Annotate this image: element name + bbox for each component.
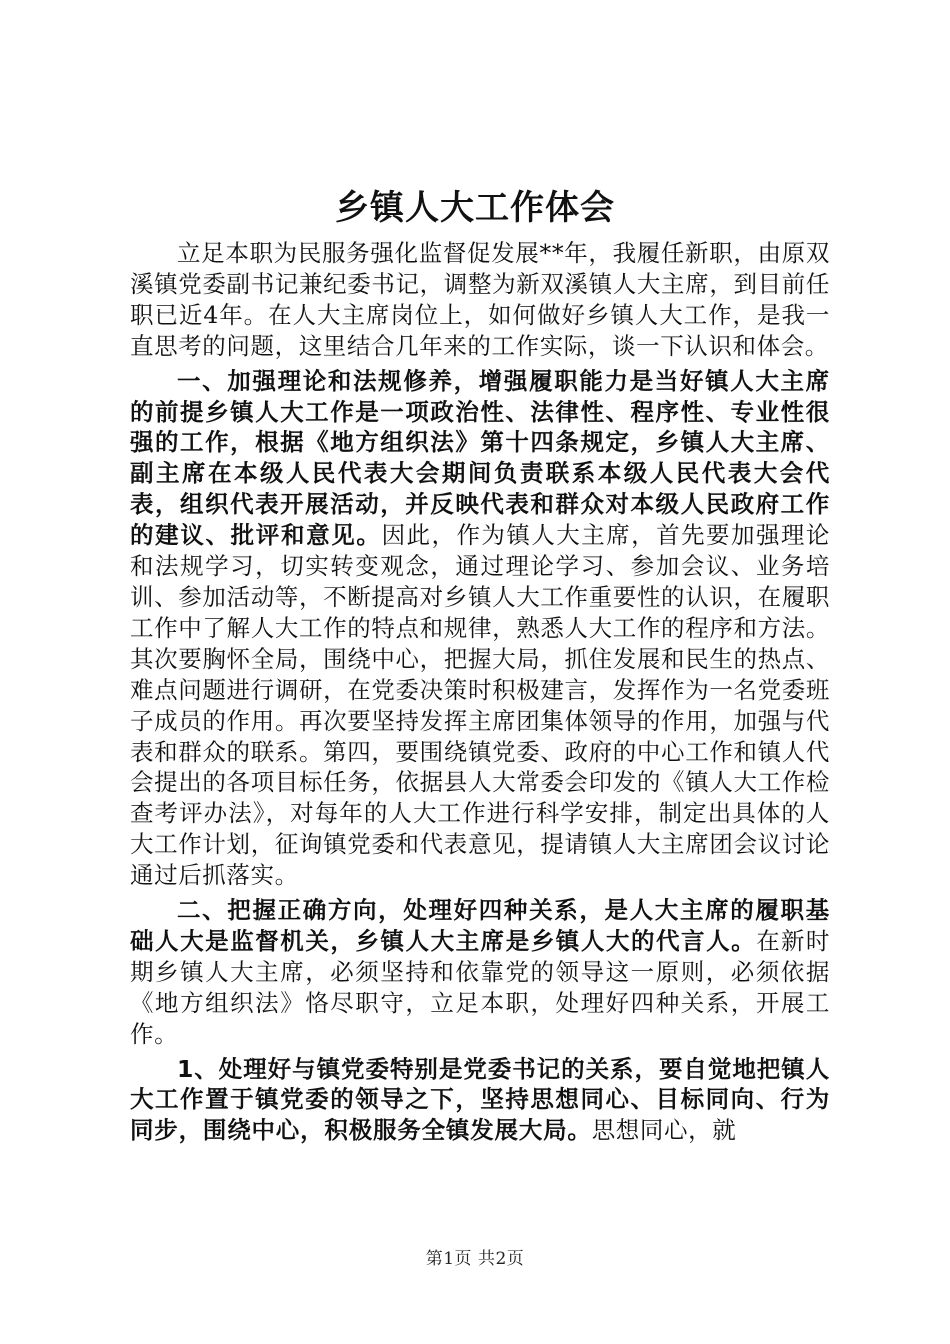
subsection-1-heading: 1、处理好与镇党委特别是党委书记的关系，要自觉地把镇人大工作置于镇党委的领导之下，坚持思想同心、目标同向、行为同步，围绕中心，积极服务全镇发展大局。 xyxy=(130,1054,830,1145)
document-body xyxy=(130,238,830,1146)
section-1-text: 因此，作为镇人大主席，首先要加强理论和法规学习，切实转变观念，通过理论学习、参加会议、业务培训、参加活动等，不断提高对乡镇人大工作重要性的认识，在履职工作中了解人大工作的特点和规律，熟悉人大工作的程序和方法。其次要胸怀全局，围绕中心，把握大局，抓住发展和民生的热点、难点问题进行调研，在党委决策时积极建言，发挥作为一名党委班子成员的作用。再次要坚持发挥主席团集体领导的作用，加强与代表和群众的联系。第四，要围绕镇党委、政府的中心工作和镇人代会提出的各项目标任务，依据县人大常委会印发的《镇人大工作检查考评办法》，对每年的人大工作进行科学安排，制定出具体的人大工作计划，征询镇党委和代表意见，提请镇人大主席团会议讨论通过后抓落实。 xyxy=(130,521,830,890)
paragraph-section-2 xyxy=(130,895,830,1050)
subsection-1-text: 思想同心，就 xyxy=(591,1116,737,1145)
document-title: 乡镇人大工作体会 xyxy=(335,188,615,228)
section-2-heading: 二、把握正确方向，处理好四种关系，是人大主席的履职基础人大是监督机关，乡镇人大主席是乡镇人大的代言人。 xyxy=(130,896,830,955)
page-footer: 第1页 共2页 xyxy=(425,1249,525,1269)
paragraph-intro xyxy=(130,238,830,362)
paragraph-section-1 xyxy=(130,366,830,891)
paragraph-intro-text: 立足本职为民服务强化监督促发展**年，我履任新职，由原双溪镇党委副书记兼纪委书记，调整为新双溪镇人大主席，到目前任职已近4年。在人大主席岗位上，如何做好乡镇人大工作，是我一直思考的问题，这里结合几年来的工作实际，谈一下认识和体会。 xyxy=(130,239,830,360)
paragraph-subsection-1 xyxy=(130,1054,830,1147)
section-1-heading: 一、加强理论和法规修养，增强履职能力是当好镇人大主席的前提乡镇人大工作是一项政治性、法律性、程序性、专业性很强的工作，根据《地方组织法》第十四条规定，乡镇人大主席、副主席在本级人民代表大会期间负责联系本级人民代表大会代表，组织代表开展活动，并反映代表和群众对本级人民政府工作的建议、批评和意见。 xyxy=(130,366,830,550)
section-2-text: 在新时期乡镇人大主席，必须坚持和依靠党的领导这一原则，必须依据《地方组织法》恪尽职守，立足本职，处理好四种关系，开展工作。 xyxy=(130,926,830,1048)
